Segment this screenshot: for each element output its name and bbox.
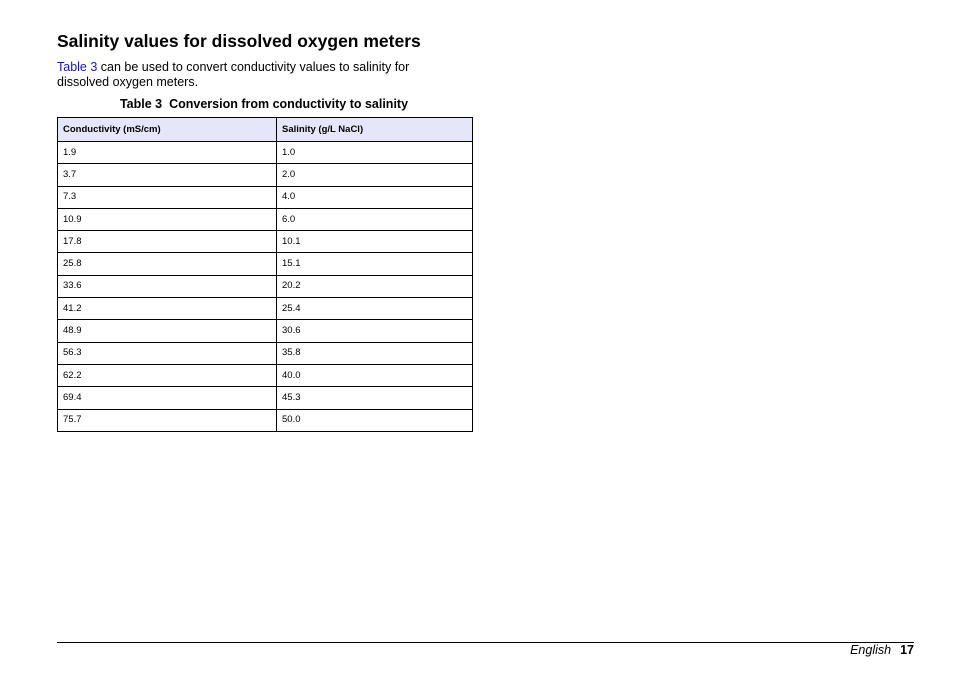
conductivity-cell: 7.3 (58, 186, 277, 208)
conductivity-cell: 10.9 (58, 208, 277, 230)
conductivity-cell: 56.3 (58, 342, 277, 364)
table-row (58, 253, 473, 275)
intro-paragraph (57, 60, 457, 89)
salinity-cell: 25.4 (277, 298, 473, 320)
salinity-cell: 35.8 (277, 342, 473, 364)
page-footer (850, 643, 914, 657)
table-row (58, 298, 473, 320)
page-title: Salinity values for dissolved oxygen meters (57, 31, 421, 51)
salinity-cell: 40.0 (277, 364, 473, 386)
salinity-cell: 2.0 (277, 164, 473, 186)
footer-divider (57, 642, 914, 643)
conductivity-cell: 17.8 (58, 231, 277, 253)
intro-text: can be used to convert conductivity values to salinity for dissolved oxygen meters. (57, 60, 410, 89)
salinity-cell: 50.0 (277, 409, 473, 431)
conductivity-cell: 75.7 (58, 409, 277, 431)
table-row (58, 208, 473, 230)
table-row (58, 342, 473, 364)
conductivity-cell: 41.2 (58, 298, 277, 320)
footer-language: English (850, 643, 892, 657)
salinity-cell: 30.6 (277, 320, 473, 342)
table-row (58, 142, 473, 164)
conversion-table (57, 117, 473, 432)
salinity-cell: 4.0 (277, 186, 473, 208)
header-salinity: Salinity (g/L NaCl) (277, 118, 473, 142)
conductivity-cell: 25.8 (58, 253, 277, 275)
conductivity-cell: 1.9 (58, 142, 277, 164)
table-caption-number: Table 3 (119, 97, 163, 111)
table-row (58, 387, 473, 409)
salinity-cell: 1.0 (277, 142, 473, 164)
conductivity-cell: 48.9 (58, 320, 277, 342)
table-row (58, 364, 473, 386)
table-caption-title: Conversion from conductivity to salinity (169, 97, 409, 111)
conductivity-cell: 69.4 (58, 387, 277, 409)
header-conductivity: Conductivity (mS/cm) (58, 118, 277, 142)
table-row (58, 164, 473, 186)
table-row (58, 275, 473, 297)
table-row (58, 409, 473, 431)
conductivity-cell: 62.2 (58, 364, 277, 386)
table-row (58, 231, 473, 253)
table-row (58, 320, 473, 342)
salinity-cell: 45.3 (277, 387, 473, 409)
conductivity-cell: 33.6 (58, 275, 277, 297)
table-row (58, 186, 473, 208)
conductivity-cell: 3.7 (58, 164, 277, 186)
salinity-cell: 20.2 (277, 275, 473, 297)
salinity-cell: 15.1 (277, 253, 473, 275)
salinity-cell: 10.1 (277, 231, 473, 253)
table-caption (57, 97, 471, 112)
salinity-cell: 6.0 (277, 208, 473, 230)
table-3-link[interactable]: Table 3 (57, 60, 98, 74)
page-number: 17 (900, 643, 914, 657)
table-header-row (58, 118, 473, 142)
